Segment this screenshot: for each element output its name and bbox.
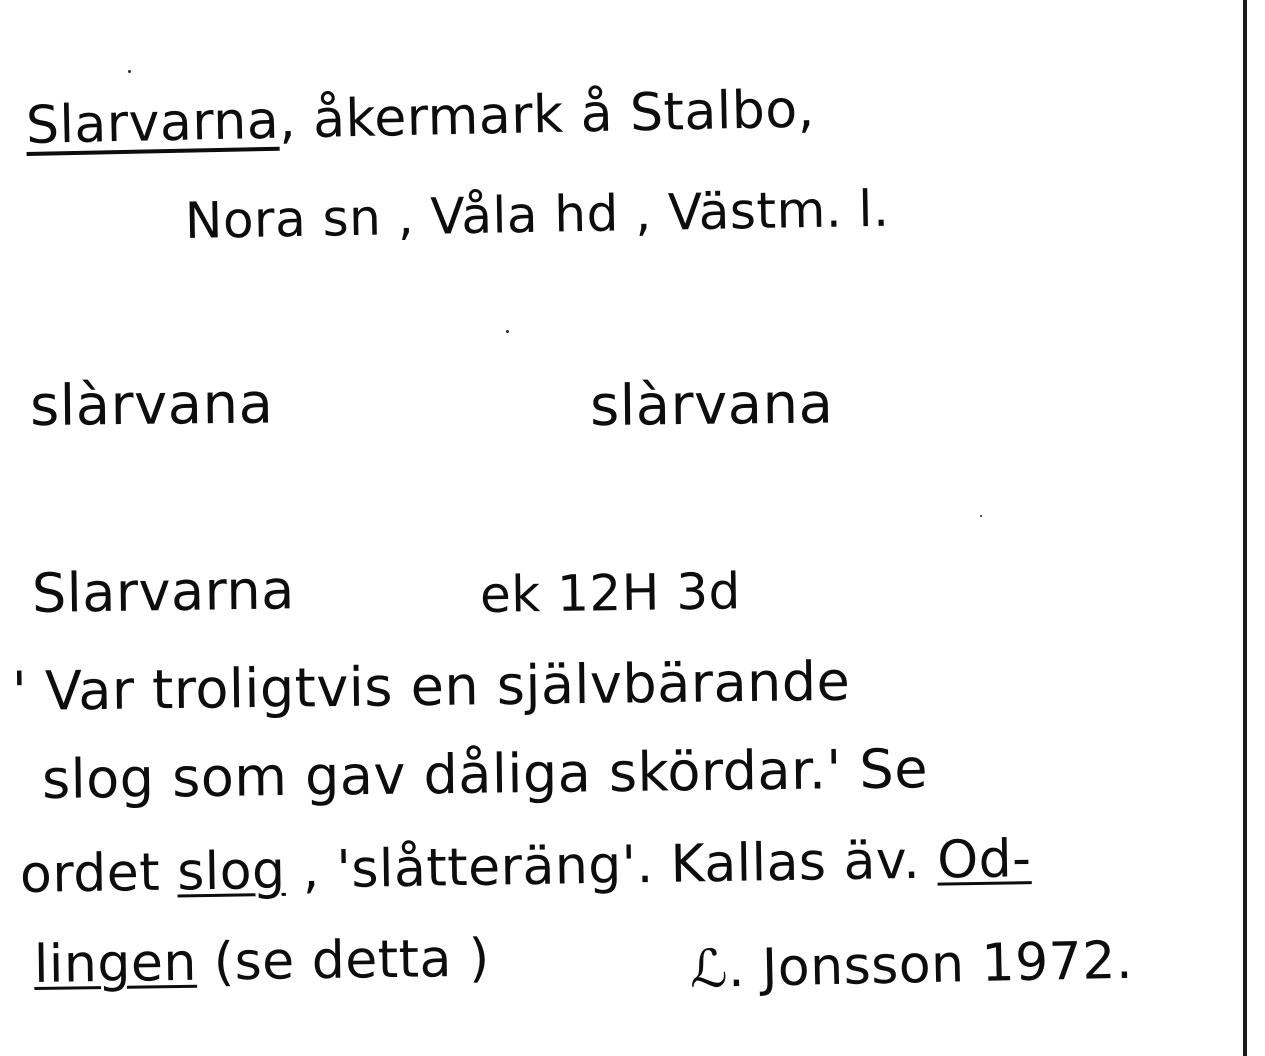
pronunciation-variant-1: slàrvana (29, 371, 274, 439)
entry-body-line-3-part-a: ordet (19, 842, 178, 905)
entry-body-line-4-part-b: (se detta ) (196, 928, 491, 993)
entry-body-line-4-underlined-name: lingen (33, 932, 198, 995)
paper-speck (506, 330, 509, 333)
entry-body-line-3 (20, 829, 1032, 905)
place-line: Nora sn , Våla hd , Västm. l. (184, 179, 890, 250)
entry-body-line-3-underlined-name: Od- (936, 829, 1032, 891)
entry-body-line-3-underlined-word: slog (176, 840, 287, 903)
entry-name-repeat: Slarvarna (31, 558, 296, 625)
entry-body-line-1: ' Var troligtvis en självbärande (11, 649, 851, 723)
headword-gloss: , åkermark å Stalbo, (278, 79, 816, 151)
entry-body-line-3-part-c: , 'slåtteräng'. Kallas äv. (285, 830, 938, 901)
entry-body-line-2: slog som gav dåliga skördar.' Se (41, 737, 929, 811)
pronunciation-variant-2: slàrvana (589, 371, 834, 439)
headword-text: Slarvarna (25, 90, 280, 156)
paper-speck (980, 515, 982, 517)
entry-body-line-4 (34, 929, 490, 995)
map-reference-code: ek 12H 3d (479, 562, 742, 624)
paper-speck (128, 70, 131, 73)
headword-line (25, 79, 815, 156)
signature-and-year: ℒ. Jonsson 1972. (689, 930, 1134, 1000)
card-right-border (1243, 0, 1247, 1056)
